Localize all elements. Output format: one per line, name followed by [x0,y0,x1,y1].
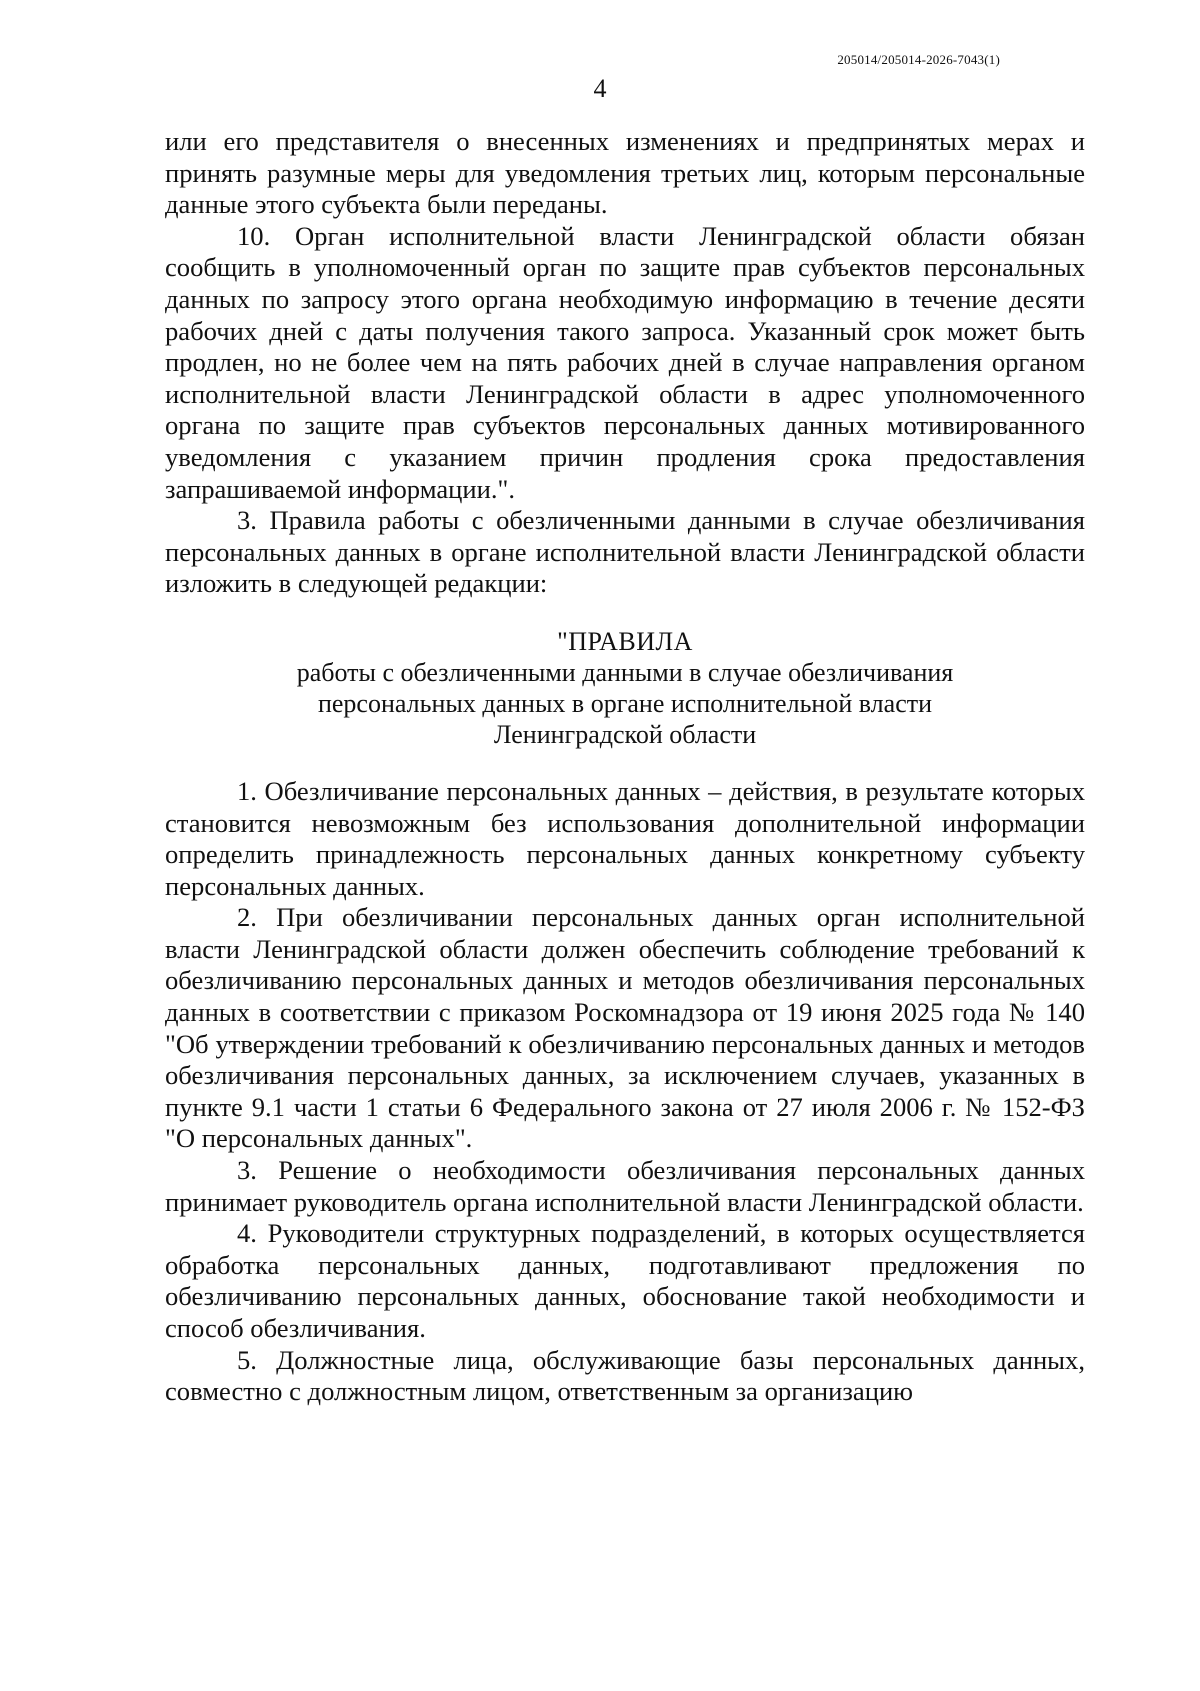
rules-item-4: 4. Руководители структурных подразделений, в которых осуществляется обработка персональных данных, подготавливают предложения по обезличиванию персональных данных, обоснование такой необходимости и способ обезличивания. [165,1218,1085,1343]
rules-subtitle-line-1: работы с обезличенными данными в случае обезличивания [296,657,954,687]
rules-item-3: 3. Решение о необходимости обезличивания персональных данных принимает руководитель органа исполнительной власти Ленинградской области. [165,1155,1085,1217]
document-body [165,126,1085,1408]
rules-title-block [165,626,1085,750]
paragraph-item-10: 10. Орган исполнительной власти Ленинградской области обязан сообщить в уполномоченный орган по защите прав субъектов персональных данных по запросу этого органа необходимую информацию в течение десяти рабочих дней с даты получения такого запроса. Указанный срок может быть продлен, но не более чем на пять рабочих дней в случае направления органом исполнительной власти Ленинградской области в адрес уполномоченного органа по защите прав субъектов персональных данных мотивированного уведомления с указанием причин продления срока предоставления запрашиваемой информации.". [165,220,1085,504]
rules-subtitle-line-2: персональных данных в органе исполнительной власти [317,688,933,718]
rules-item-5: 5. Должностные лица, обслуживающие базы персональных данных, совместно с должностным лицом, ответственным за организацию [165,1344,1085,1407]
rules-item-2: 2. При обезличивании персональных данных орган исполнительной власти Ленинградской области должен обеспечить соблюдение требований к обезличиванию персональных данных и методов обезличивания персональных данных в соответствии с приказом Роскомнадзора от 19 июня 2025 года № 140 "Об утверждении требований к обезличиванию персональных данных и методов обезличивания персональных данных, за исключением случаев, указанных в пункте 9.1 части 1 статьи 6 Федерального закона от 27 июля 2006 г. № 152-ФЗ "О персональных данных". [165,902,1085,1154]
page-number: 4 [593,74,607,103]
rules-subtitle-line-3: Ленинградской области [493,719,757,749]
rules-title: "ПРАВИЛА [557,626,693,656]
document-id: 205014/205014-2026-7043(1) [837,52,1000,67]
paragraph-item-3: 3. Правила работы с обезличенными данными в случае обезличивания персональных данных в органе исполнительной власти Ленинградской области изложить в следующей редакции: [165,505,1085,599]
rules-item-1: 1. Обезличивание персональных данных – действия, в результате которых становится невозможным без использования дополнительной информации определить принадлежность персональных данных конкретному субъекту персональных данных. [165,775,1085,901]
paragraph-continuation: или его представителя о внесенных изменениях и предпринятых мерах и принять разумные меры для уведомления третьих лиц, которым персональные данные этого субъекта были переданы. [165,126,1085,220]
